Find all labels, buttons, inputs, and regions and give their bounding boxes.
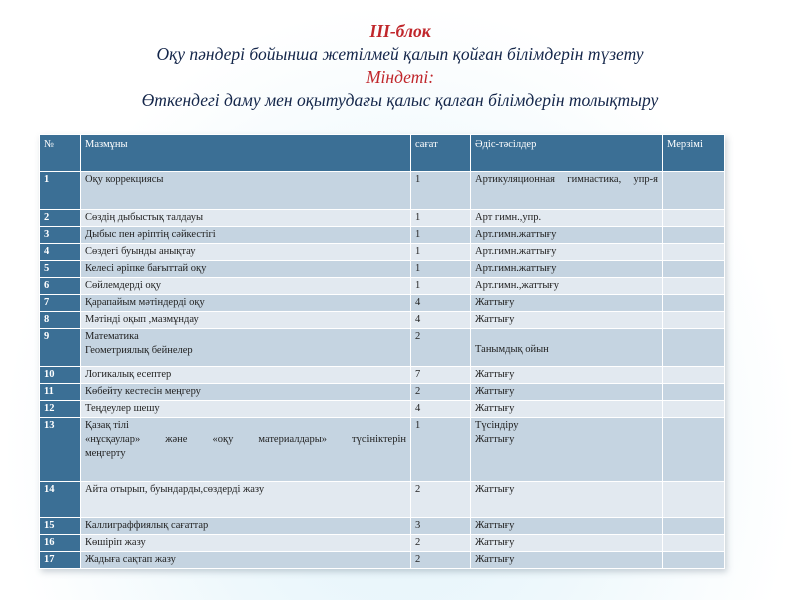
slide-heading xyxy=(0,20,800,112)
row-num: 1 xyxy=(40,172,81,210)
row-hours: 7 xyxy=(411,367,471,384)
row-content-line: Қазақ тілі xyxy=(85,420,129,431)
row-content-line: Геометриялық бейнелер xyxy=(85,345,193,356)
task-text: Өткендегі даму мен оқытудағы қалыс қалған білімдерін толықтыру xyxy=(141,90,659,110)
row-content: Қарапайым мәтіндерді оқу xyxy=(81,295,411,312)
row-content-line: меңгерту xyxy=(85,448,126,459)
row-content xyxy=(81,329,411,367)
row-hours: 1 xyxy=(411,210,471,227)
row-num: 14 xyxy=(40,482,81,518)
row-num: 5 xyxy=(40,261,81,278)
row-methods: Жаттығу xyxy=(471,482,663,518)
row-deadline xyxy=(663,384,725,401)
row-hours: 2 xyxy=(411,552,471,569)
row-methods: Жаттығу xyxy=(471,552,663,569)
row-hours: 1 xyxy=(411,227,471,244)
row-methods xyxy=(471,329,663,367)
row-methods: Жаттығу xyxy=(471,384,663,401)
row-deadline xyxy=(663,418,725,482)
row-methods: Жаттығу xyxy=(471,535,663,552)
row-deadline xyxy=(663,329,725,367)
header-hours: сағат xyxy=(411,135,471,172)
row-content xyxy=(81,418,411,482)
row-hours: 2 xyxy=(411,384,471,401)
row-hours: 2 xyxy=(411,329,471,367)
row-num: 6 xyxy=(40,278,81,295)
row-deadline xyxy=(663,295,725,312)
block-title: III-блок xyxy=(369,21,431,41)
row-methods: Арт.гимн.жаттығу xyxy=(471,227,663,244)
table-header-row xyxy=(40,135,725,172)
row-hours: 1 xyxy=(411,278,471,295)
row-hours: 1 xyxy=(411,261,471,278)
row-deadline xyxy=(663,278,725,295)
table-row xyxy=(40,295,725,312)
row-deadline xyxy=(663,244,725,261)
row-deadline xyxy=(663,367,725,384)
table-row xyxy=(40,401,725,418)
row-methods: Жаттығу xyxy=(471,518,663,535)
row-num: 11 xyxy=(40,384,81,401)
table-row xyxy=(40,552,725,569)
row-hours: 4 xyxy=(411,312,471,329)
table-row xyxy=(40,384,725,401)
row-content: Каллиграффиялық сағаттар xyxy=(81,518,411,535)
row-hours: 4 xyxy=(411,295,471,312)
row-num: 4 xyxy=(40,244,81,261)
row-num: 16 xyxy=(40,535,81,552)
row-methods-text: Танымдық ойын xyxy=(475,344,549,355)
row-num: 9 xyxy=(40,329,81,367)
row-num: 13 xyxy=(40,418,81,482)
row-methods-line: Түсіндіру xyxy=(475,420,519,431)
header-deadline: Мерзімі xyxy=(663,135,725,172)
row-methods: Арт гимн.,упр. xyxy=(471,210,663,227)
row-content: Келесі әріпке бағыттай оқу xyxy=(81,261,411,278)
row-methods: Жаттығу xyxy=(471,367,663,384)
row-methods xyxy=(471,172,663,210)
row-content: Теңдеулер шешу xyxy=(81,401,411,418)
table-row xyxy=(40,278,725,295)
row-hours: 1 xyxy=(411,418,471,482)
row-num: 7 xyxy=(40,295,81,312)
row-methods-line: Жаттығу xyxy=(475,434,515,445)
row-content: Дыбыс пен әріптің сәйкестігі xyxy=(81,227,411,244)
header-content: Мазмұны xyxy=(81,135,411,172)
row-content: Сөйлемдерді оқу xyxy=(81,278,411,295)
row-hours: 2 xyxy=(411,482,471,518)
row-content: Логикалық есептер xyxy=(81,367,411,384)
task-label: Міндеті: xyxy=(365,67,435,87)
plan-table xyxy=(39,134,725,569)
row-num: 3 xyxy=(40,227,81,244)
row-hours: 1 xyxy=(411,172,471,210)
row-content: Сөздегі буынды анықтау xyxy=(81,244,411,261)
row-deadline xyxy=(663,552,725,569)
row-deadline xyxy=(663,535,725,552)
table-row xyxy=(40,535,725,552)
row-content: Оқу коррекциясы xyxy=(81,172,411,210)
block-subtitle: Оқу пәндері бойынша жетілмей қалып қойған білімдерін түзету xyxy=(156,44,644,64)
row-deadline xyxy=(663,172,725,210)
row-content: Жадыға сақтап жазу xyxy=(81,552,411,569)
table-row xyxy=(40,518,725,535)
row-deadline xyxy=(663,482,725,518)
row-num: 8 xyxy=(40,312,81,329)
row-content-line: «нұсқаулар» және «оқу материалдары» түсініктерін xyxy=(85,434,406,445)
table-row xyxy=(40,312,725,329)
row-deadline xyxy=(663,210,725,227)
row-methods xyxy=(471,418,663,482)
row-methods: Арт.гимн.жаттығу xyxy=(471,261,663,278)
row-content: Көбейту кестесін меңгеру xyxy=(81,384,411,401)
row-methods: Арт.гимн.жаттығу xyxy=(471,244,663,261)
table-row xyxy=(40,418,725,482)
table-row xyxy=(40,482,725,518)
table-row xyxy=(40,210,725,227)
row-content: Айта отырып, буындарды,сөздерді жазу xyxy=(81,482,411,518)
row-methods: Арт.гимн.,жаттығу xyxy=(471,278,663,295)
header-methods: Әдіс-тәсілдер xyxy=(471,135,663,172)
row-num: 15 xyxy=(40,518,81,535)
table-row xyxy=(40,329,725,367)
table-row xyxy=(40,244,725,261)
row-content: Мәтінді оқып ,мазмұндау xyxy=(81,312,411,329)
row-num: 10 xyxy=(40,367,81,384)
row-methods: Жаттығу xyxy=(471,295,663,312)
row-deadline xyxy=(663,312,725,329)
row-num: 2 xyxy=(40,210,81,227)
row-hours: 1 xyxy=(411,244,471,261)
row-methods: Жаттығу xyxy=(471,312,663,329)
row-methods: Жаттығу xyxy=(471,401,663,418)
row-hours: 3 xyxy=(411,518,471,535)
row-deadline xyxy=(663,401,725,418)
table-row xyxy=(40,367,725,384)
row-methods-text: Артикуляционная гимнастика, упр-я xyxy=(475,174,658,185)
row-deadline xyxy=(663,227,725,244)
row-hours: 4 xyxy=(411,401,471,418)
row-deadline xyxy=(663,261,725,278)
table-row xyxy=(40,172,725,210)
row-deadline xyxy=(663,518,725,535)
row-num: 12 xyxy=(40,401,81,418)
row-content: Көшіріп жазу xyxy=(81,535,411,552)
table-row xyxy=(40,261,725,278)
row-content-line: Математика xyxy=(85,331,139,342)
row-content: Сөздің дыбыстық талдауы xyxy=(81,210,411,227)
row-num: 17 xyxy=(40,552,81,569)
row-hours: 2 xyxy=(411,535,471,552)
header-num: № xyxy=(40,135,81,172)
table-row xyxy=(40,227,725,244)
